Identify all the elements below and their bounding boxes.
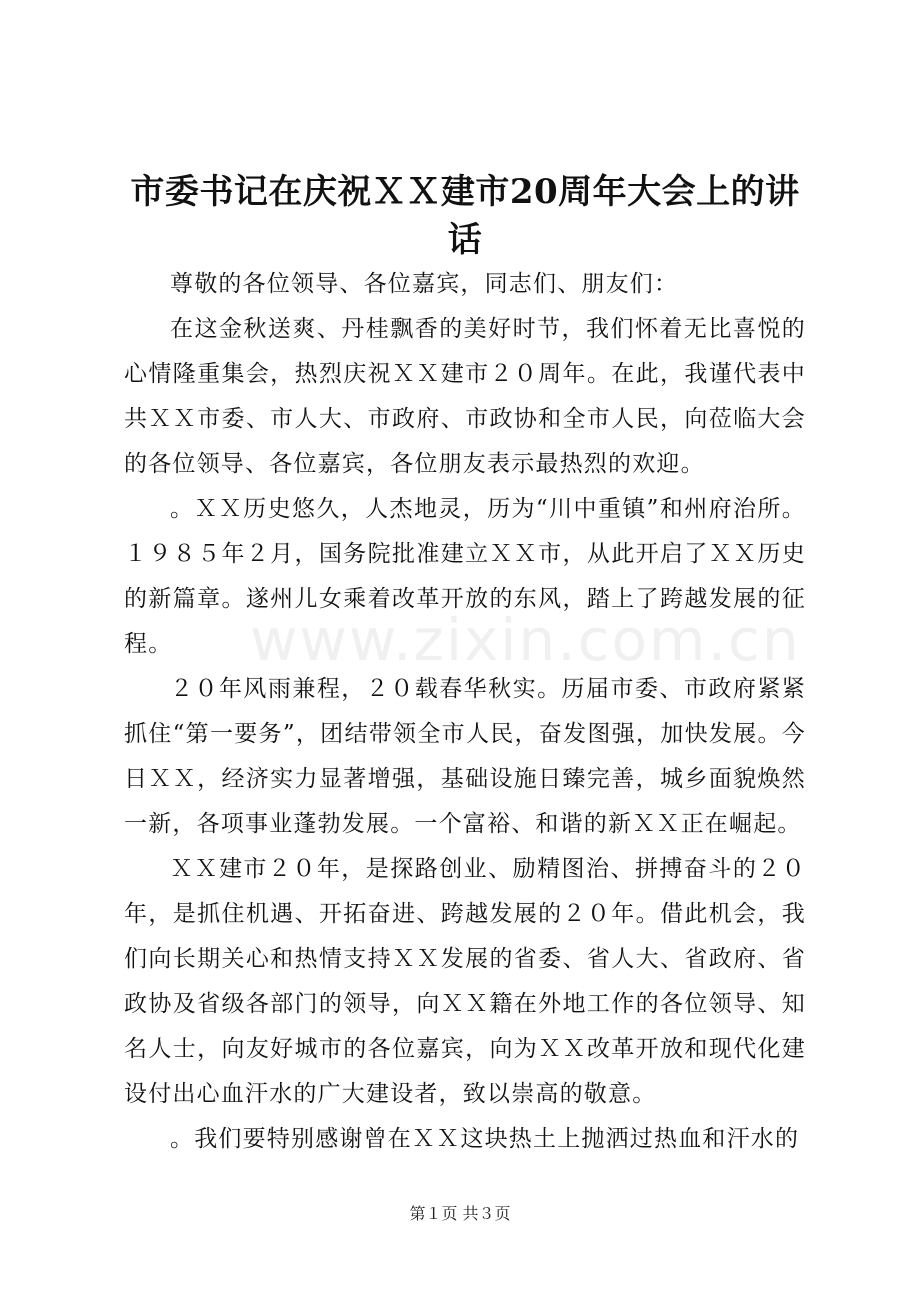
page-footer: 第１页 共３页: [409, 1204, 511, 1223]
document-body: [124, 262, 806, 1162]
salutation-paragraph: 尊敬的各位领导、各位嘉宾，同志们、朋友们：: [170, 271, 679, 297]
body-paragraph: ２０年风雨兼程，２０载春华秋实。历届市委、市政府紧紧抓住“第一要务”，团结带领全市人民，奋发图强，加快发展。今日ＸＸ，经济实力显著增强，基础设施日臻完善，城乡面貌焕然一新，各项事业蓬勃发展。一个富裕、和谐的新ＸＸ正在崛起。: [124, 676, 806, 837]
document-title: 市委书记在庆祝ＸＸ建市20周年大会上的讲话: [130, 172, 800, 260]
body-paragraph: 。我们要特别感谢曾在ＸＸ这块热土上抛洒过热血和汗水的: [170, 1126, 800, 1152]
body-paragraph: ＸＸ建市２０年，是探路创业、励精图治、拼搏奋斗的２０年，是抓住机遇、开拓奋进、跨越发展的２０年。借此机会，我们向长期关心和热情支持ＸＸ发展的省委、省人大、省政府、省政协及省级各部门的领导，向ＸＸ籍在外地工作的各位领导、知名人士，向友好城市的各位嘉宾，向为ＸＸ改革开放和现代化建设付出心血汗水的广大建设者，致以崇高的敬意。: [124, 856, 806, 1107]
watermark: www.zixin.com.cn: [250, 606, 801, 674]
body-paragraph: 在这金秋送爽、丹桂飘香的美好时节，我们怀着无比喜悦的心情隆重集会，热烈庆祝ＸＸ建市２０周年。在此，我谨代表中共ＸＸ市委、市人大、市政府、市政协和全市人民，向莅临大会的各位领导、各位嘉宾，各位朋友表示最热烈的欢迎。: [124, 316, 806, 477]
body-paragraph: 。ＸＸ历史悠久，人杰地灵，历为“川中重镇”和州府治所。１９８５年２月，国务院批准建立ＸＸ市，从此开启了ＸＸ历史的新篇章。遂州儿女乘着改革开放的东风，踏上了跨越发展的征程。: [124, 496, 806, 657]
